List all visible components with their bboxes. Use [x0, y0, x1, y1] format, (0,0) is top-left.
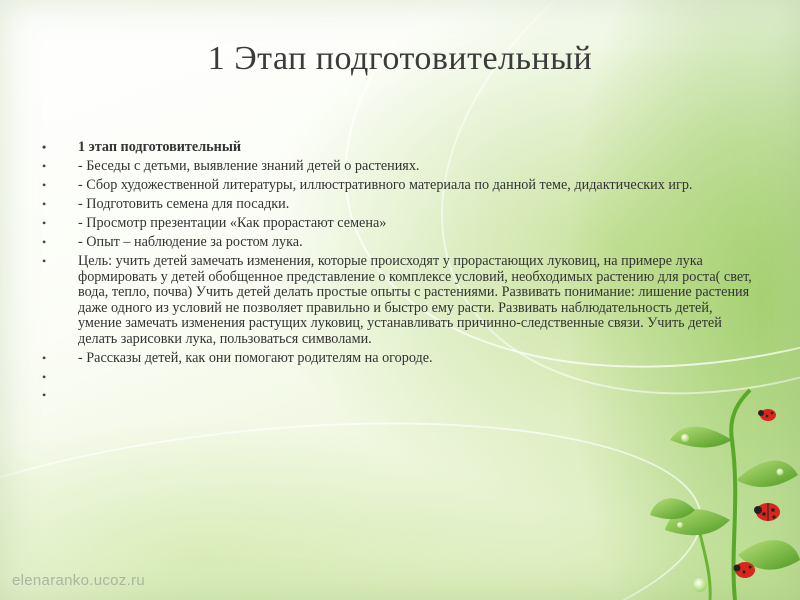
- bullet-icon: •: [42, 140, 47, 154]
- list-item: [42, 351, 752, 367]
- slide-title: 1 Этап подготовительный: [207, 40, 593, 77]
- list-item-text: - Подготовить семена для посадки.: [78, 196, 290, 212]
- list-item-text: - Просмотр презентации «Как прорастают семена»: [78, 215, 387, 231]
- bullet-icon: •: [42, 350, 47, 365]
- list-item-text: - Рассказы детей, как они помогают родителям на огороде.: [78, 349, 433, 366]
- bullet-icon: •: [42, 159, 47, 173]
- footer-url: elenaranko.ucoz.ru: [12, 572, 145, 589]
- list-item: [42, 159, 752, 175]
- bullet-icon: •: [42, 254, 47, 268]
- bullet-icon: •: [42, 235, 47, 249]
- bullet-icon: •: [42, 216, 47, 230]
- bullet-icon: •: [42, 369, 47, 384]
- list-item-text: - Сбор художественной литературы, иллюстративного материала по данной теме, дидактических игр.: [78, 177, 693, 193]
- leaf-shape: [670, 427, 732, 448]
- list-item: [42, 254, 752, 347]
- bullet-icon: •: [42, 197, 47, 211]
- list-item-text: 1 этап подготовительный: [78, 139, 242, 155]
- list-item: [42, 216, 752, 232]
- plant-with-ladybugs-icon: [640, 380, 800, 600]
- list-item: [42, 178, 752, 194]
- bullet-icon: •: [42, 178, 47, 192]
- list-item: [42, 235, 752, 251]
- bullet-list: [42, 140, 752, 407]
- list-item-text: Цель: учить детей замечать изменения, которые происходят у прорастающих луковиц, на примере лука формировать у детей обобщенное представление о комплексе условий, необходимых растению для роста( свет, вода, тепло, почва) Учить детей делать простые опыты с растениями. Развивать понимание: лишение растения даже одного из условий не позволяет правильно и быстро ему расти. Развивать наблюдательность детей, умение замечать изменения растущих луковиц, устанавливать причинно-следственные связи. Учить детей делать зарисовки лука, пользоваться символами.: [78, 253, 752, 347]
- list-item-text: - Беседы с детьми, выявление знаний детей о растениях.: [78, 158, 420, 174]
- bullet-icon: •: [42, 388, 47, 402]
- ladybug-icon: [758, 409, 776, 421]
- list-item: [42, 140, 752, 156]
- list-item: [42, 197, 752, 213]
- list-item-text: - Опыт – наблюдение за ростом лука.: [78, 234, 303, 250]
